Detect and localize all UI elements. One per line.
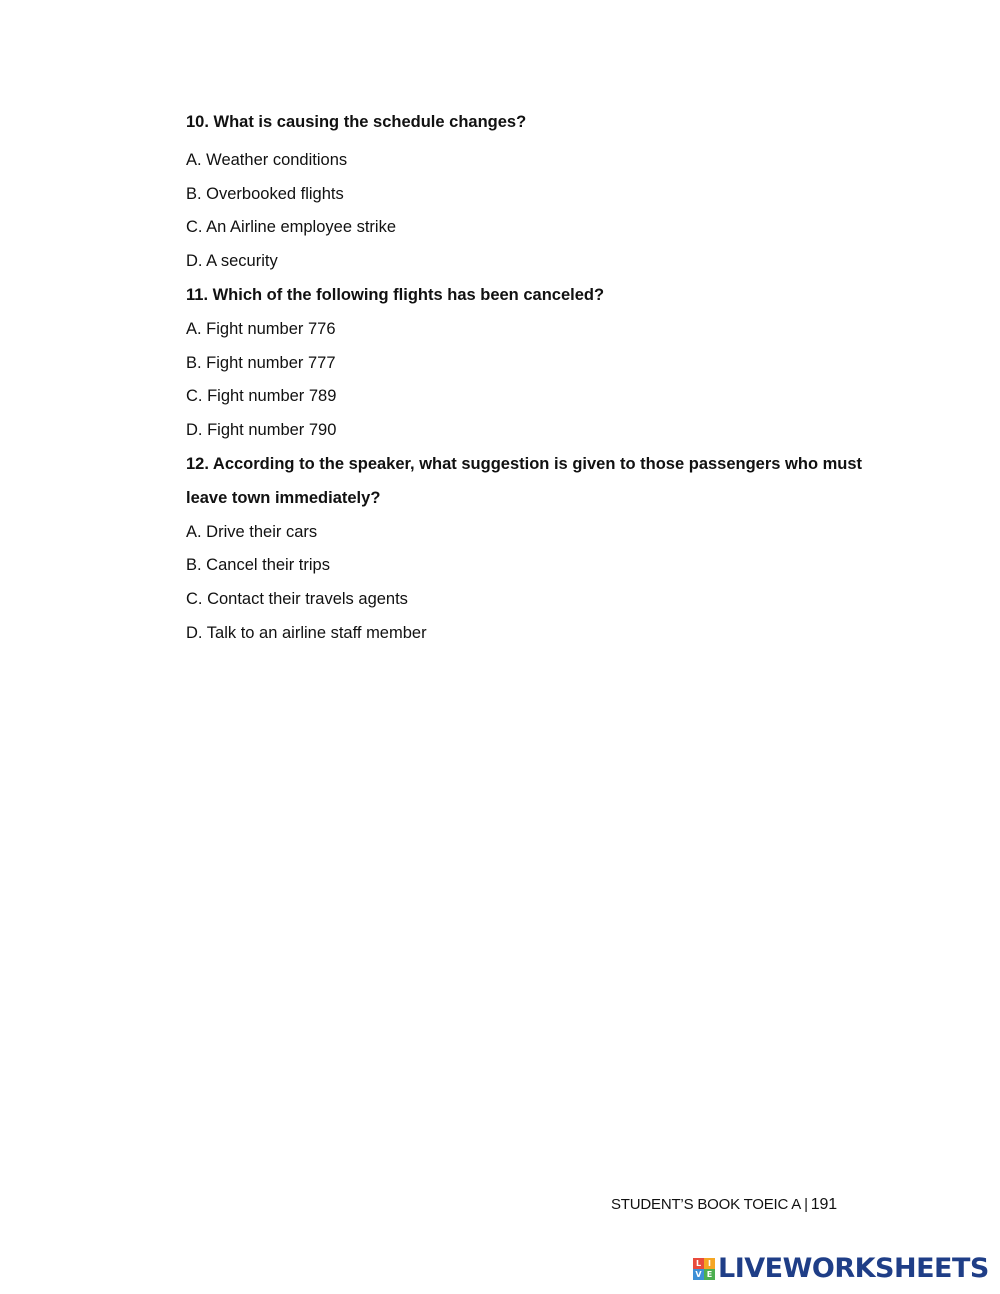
logo-letter-e: E [704,1269,715,1280]
footer-separator: | [804,1196,808,1213]
logo-letter-v: V [693,1269,704,1280]
question-11 [186,279,886,448]
brand-name: LIVEWORKSHEETS [718,1253,989,1284]
book-title: STUDENT’S BOOK TOEIC A [611,1196,802,1213]
answer-option-d: D. Talk to an airline staff member [186,623,427,642]
question-12 [186,448,886,651]
answer-option-a: A. Fight number 776 [186,319,336,338]
answer-option-c: C. Contact their travels agents [186,590,408,609]
logo-letter-l: L [693,1258,704,1269]
answer-option-a: A. Weather conditions [186,150,348,169]
logo-letter-i: I [704,1258,715,1269]
question-prompt: 11. Which of the following flights has been canceled? [186,285,605,304]
question-prompt-line-1: 12. According to the speaker, what suggestion is given to those passengers who must [186,454,863,473]
page-number: 191 [810,1196,837,1213]
answer-option-d: D. Fight number 790 [186,421,337,440]
answer-option-c: C. Fight number 789 [186,387,337,406]
answer-option-b: B. Overbooked flights [186,184,344,203]
answer-option-d: D. A security [186,252,278,271]
live-logo-icon [693,1258,715,1280]
question-list [186,106,886,651]
question-10 [186,106,886,279]
answer-option-c: C. An Airline employee strike [186,218,397,237]
liveworksheets-logo [693,1254,989,1284]
answer-option-b: B. Fight number 777 [186,353,336,372]
page-footer [611,1196,837,1214]
answer-option-a: A. Drive their cars [186,522,318,541]
question-prompt: 10. What is causing the schedule changes? [186,113,527,131]
question-prompt-line-2: leave town immediately? [186,488,381,507]
answer-option-b: B. Cancel their trips [186,556,330,575]
